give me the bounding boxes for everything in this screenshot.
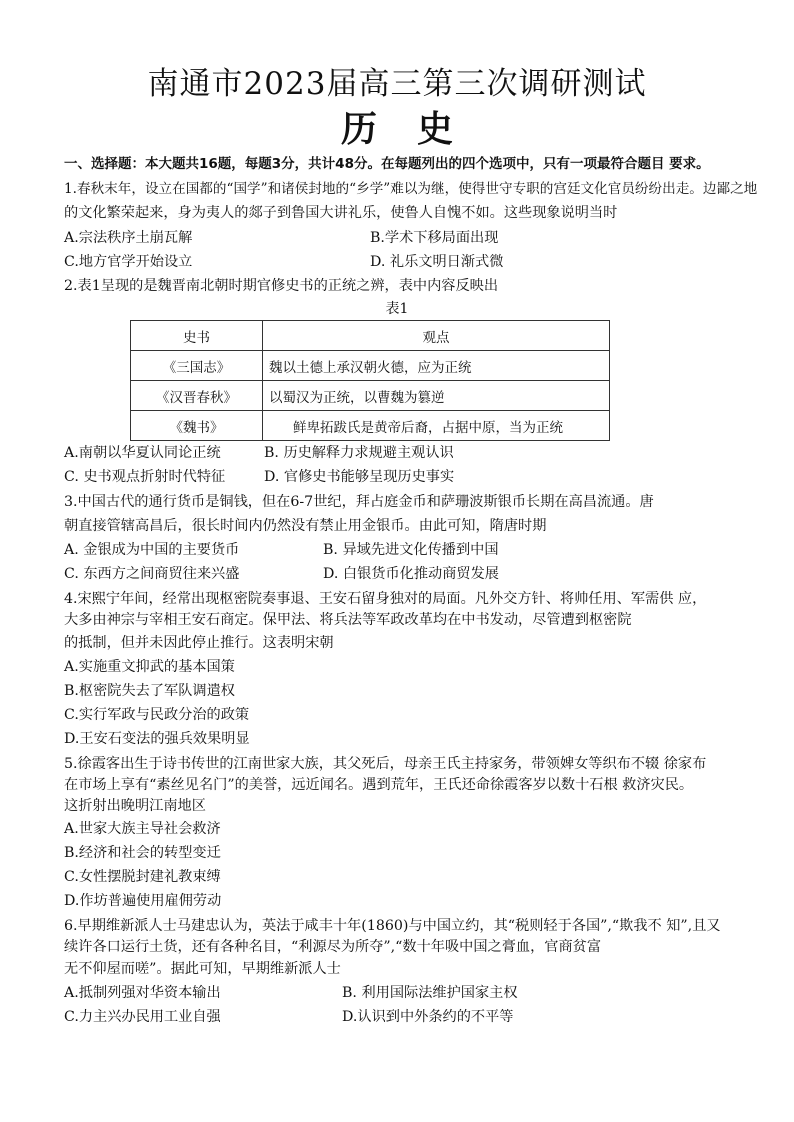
q1-stem-line1: 1.春秋末年，设立在国都的“国学”和诸侯封地的“乡学”难以为继，使得世守专职的宫廷文化官员纷纷出走。边鄙之地: [64, 181, 758, 197]
q1-option-d: D. 礼乐文明日渐式微: [370, 254, 504, 270]
q2-option-d: D. 官修史书能够呈现历史事实: [264, 469, 455, 485]
table-cell-view: 鲜卑拓跋氏是黄帝后裔，占据中原，当为正统: [263, 411, 610, 441]
q5-stem-line1: 5.徐霞客出生于诗书传世的江南世家大族，其父死后，母亲王氏主持家务，带领婢女等织布不辍 徐家布: [64, 756, 707, 772]
q6-option-c: C.力主兴办民用工业自强: [64, 1009, 221, 1025]
section-heading: 一、选择题：本大题共16题，每题3分，共计48分。在每题列出的四个选项中，只有一项最符合题目 要求。: [64, 156, 710, 172]
q5-option-a: A.世家大族主导社会救济: [64, 821, 221, 837]
table-cell-book: 《魏书》: [131, 411, 263, 441]
exam-title: 南通市2023届高三第三次调研测试: [147, 66, 647, 102]
q4-stem-line3: 的抵制，但并未因此停止推行。这表明宋朝: [64, 635, 334, 651]
q3-option-b: B. 异域先进文化传播到中国: [323, 542, 499, 558]
table-cell-view: 魏以土德上承汉朝火德，应为正统: [263, 351, 610, 381]
q3-option-d: D. 白银货币化推动商贸发展: [323, 566, 499, 582]
q4-option-a: A.实施重文抑武的基本国策: [64, 659, 235, 675]
q1-option-a: A.宗法秩序土崩瓦解: [64, 230, 193, 246]
table-header-row: [131, 321, 610, 351]
q5-stem-line3: 这折射出晚明江南地区: [64, 798, 206, 814]
history-books-table: [130, 320, 610, 441]
table-header-view: 观点: [263, 321, 610, 351]
q1-stem-line2: 的文化繁荣起来，身为夷人的郯子到鲁国大讲礼乐，使鲁人自愧不如。这些现象说明当时: [64, 205, 618, 221]
q6-option-a: A.抵制列强对华资本输出: [64, 985, 221, 1001]
q6-stem-line1: 6.早期维新派人士马建忠认为，英法于咸丰十年(1860)与中国立约，其“税则轻于各国”,“欺我不 知”,且又: [64, 918, 721, 934]
q1-option-b: B.学术下移局面出现: [370, 230, 499, 246]
q3-stem-line1: 3.中国古代的通行货币是铜钱，但在6-7世纪，拜占庭金币和萨珊波斯银币长期在高昌流通。唐: [64, 494, 654, 510]
q3-option-c: C. 东西方之间商贸往来兴盛: [64, 566, 240, 582]
q4-option-c: C.实行军政与民政分治的政策: [64, 707, 250, 723]
table-cell-book: 《三国志》: [131, 351, 263, 381]
q2-option-c: C. 史书观点折射时代特征: [64, 469, 226, 485]
table-row: [131, 381, 610, 411]
q5-option-c: C.女性摆脱封建礼教束缚: [64, 869, 221, 885]
q3-stem-line2: 朝直接管辖高昌后，很长时间内仍然没有禁止用金银币。由此可知，隋唐时期: [64, 518, 547, 534]
subject-title: 历史: [340, 108, 493, 150]
q4-option-d: D.王安石变法的强兵效果明显: [64, 731, 250, 747]
q6-option-d: D.认识到中外条约的不平等: [342, 1009, 514, 1025]
table-cell-book: 《汉晋春秋》: [131, 381, 263, 411]
q6-option-b: B. 利用国际法维护国家主权: [342, 985, 518, 1001]
q2-option-b: B. 历史解释力求规避主观认识: [264, 445, 454, 461]
q4-stem-line1: 4.宋熙宁年间，经常出现枢密院奏事退、王安石留身独对的局面。凡外交方针、将帅任用、军需供 应，: [64, 591, 707, 607]
table-row: [131, 351, 610, 381]
q6-stem-line3: 无不仰屋而嗟”。据此可知，早期维新派人士: [64, 961, 341, 977]
q5-option-b: B.经济和社会的转型变迁: [64, 845, 221, 861]
q5-stem-line2: 在市场上享有“素丝见名门”的美誉，远近闻名。遇到荒年，王氏还命徐霞客岁以数十石根 救济灾民。: [64, 777, 694, 793]
q3-option-a: A. 金银成为中国的主要货币: [64, 542, 240, 558]
q2-stem-line1: 2.表1呈现的是魏晋南北朝时期官修史书的正统之辨，表中内容反映出: [64, 278, 499, 294]
table-header-book: 史书: [131, 321, 263, 351]
table-cell-view: 以蜀汉为正统，以曹魏为篡逆: [263, 381, 610, 411]
table-caption: 表1: [385, 301, 409, 317]
q6-stem-line2: 续许各口运行土货，还有各种名目，“利源尽为所夺”,“数十年吸中国之膏血，官商贫富: [64, 939, 602, 955]
q4-stem-line2: 大多由神宗与宰相王安石商定。保甲法、将兵法等军政改革均在中书发动，尽管遭到枢密院: [64, 612, 632, 628]
q1-option-c: C.地方官学开始设立: [64, 254, 193, 270]
table-row: [131, 411, 610, 441]
q2-option-a: A.南朝以华夏认同论正统: [64, 445, 221, 461]
q5-option-d: D.作坊普遍使用雇佣劳动: [64, 893, 222, 909]
q4-option-b: B.枢密院失去了军队调遣权: [64, 683, 235, 699]
